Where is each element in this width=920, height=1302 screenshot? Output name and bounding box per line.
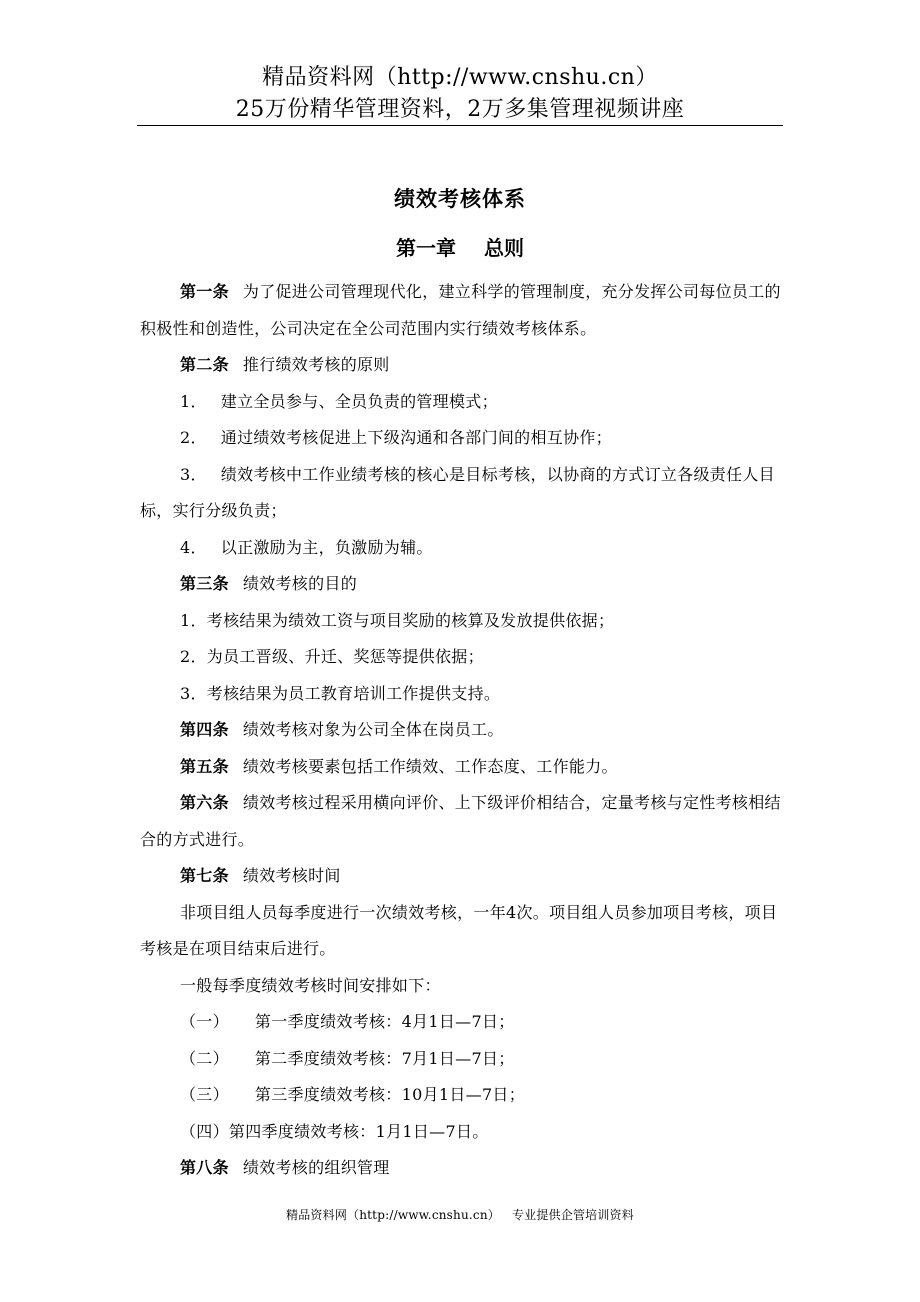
article-text: 绩效考核的目的 [242, 574, 358, 593]
article-label: 第一条 [180, 282, 229, 301]
schedule-item [140, 1041, 783, 1078]
list-item [140, 530, 783, 567]
article-label: 第三条 [180, 574, 229, 593]
list-item [140, 676, 783, 713]
list-item-text: 绩效考核中工作业绩考核的核心是目标考核，以协商的方式订立各级责任人目标，实行分级负责； [140, 464, 775, 520]
schedule-item-text: 第二季度绩效考核：7月1日—7日； [254, 1048, 515, 1068]
page-header [0, 62, 920, 126]
article-label: 第七条 [180, 866, 229, 885]
chapter-title: 总则 [484, 236, 524, 260]
article-text: 绩效考核的组织管理 [242, 1158, 390, 1177]
schedule-item-text: 第三季度绩效考核：10月1日—7日； [254, 1085, 526, 1104]
header-site-line: 精品资料网（http://www.cnshu.cn） [262, 65, 658, 90]
list-item-number: 4． [180, 537, 207, 557]
list-item-number: 3． [180, 464, 207, 484]
list-item [140, 420, 783, 457]
list-item-number: 2． [180, 428, 207, 447]
list-item [140, 603, 783, 640]
list-item-text: 考核结果为绩效工资与项目奖励的核算及发放提供依据； [206, 610, 615, 630]
schedule-item-number: （二） [180, 1048, 229, 1068]
list-item-text: 考核结果为员工教育培训工作提供支持。 [206, 683, 501, 703]
list-item-text: 为员工晋级、升迁、奖惩等提供依据； [206, 647, 484, 666]
footer-site: 精品资料网（http://www.cnshu.cn） [286, 1208, 500, 1222]
list-item-number: 2． [180, 647, 207, 666]
article-text: 绩效考核对象为公司全体在岗员工。 [242, 720, 504, 739]
article-7 [140, 858, 783, 895]
list-item-number: 1． [180, 391, 207, 411]
article-label: 第五条 [180, 756, 229, 776]
article-label: 第二条 [180, 355, 229, 374]
article-label: 第八条 [180, 1158, 229, 1177]
chapter-heading [0, 232, 920, 261]
article-3 [140, 566, 783, 603]
article-6 [140, 785, 783, 858]
header-divider [137, 125, 783, 126]
document-title: 绩效考核体系 [394, 186, 526, 211]
article-text: 推行绩效考核的原则 [242, 355, 390, 374]
list-item [140, 457, 783, 530]
schedule-item-text: 第四季度绩效考核：1月1日—7日。 [228, 1121, 489, 1141]
schedule-item [140, 1114, 783, 1151]
document-body [140, 274, 783, 1187]
article-7-schedule-intro: 一般每季度绩效考核时间安排如下： [180, 975, 441, 995]
article-text: 绩效考核过程采用横向评价、上下级评价相结合，定量考核与定性考核相结合的方式进行。 [140, 793, 781, 849]
chapter-number: 第一章 [396, 236, 456, 260]
list-item-number: 3． [180, 683, 207, 703]
schedule-item-number: （一） [180, 1012, 229, 1031]
list-item-text: 以正激励为主，负激励为辅。 [220, 537, 433, 557]
list-item-text: 通过绩效考核促进上下级沟通和各部门间的相互协作； [220, 428, 612, 447]
article-text: 绩效考核要素包括工作绩效、工作态度、工作能力。 [242, 756, 618, 776]
schedule-item [140, 1077, 783, 1114]
page-footer [0, 1206, 920, 1223]
schedule-item [140, 1004, 783, 1041]
schedule-item-number: （四） [180, 1121, 229, 1141]
header-tagline: 25万份精华管理资料，2万多集管理视频讲座 [235, 97, 685, 122]
list-item-text: 建立全员参与、全员负责的管理模式； [220, 391, 498, 411]
schedule-item-text: 第一季度绩效考核：4月1日—7日； [254, 1012, 515, 1031]
article-5 [140, 749, 783, 786]
article-text: 绩效考核时间 [242, 866, 341, 885]
article-7-paragraph: 非项目组人员每季度进行一次绩效考核，一年4次。项目组人员参加项目考核，项目考核是在项目结束后进行。 [140, 902, 778, 958]
article-label: 第四条 [180, 720, 229, 739]
article-4 [140, 712, 783, 749]
list-item-number: 1． [180, 610, 207, 630]
article-2 [140, 347, 783, 384]
schedule-item-number: （三） [180, 1085, 229, 1104]
article-label: 第六条 [180, 793, 229, 812]
footer-tagline: 专业提供企管培训资料 [511, 1208, 634, 1222]
list-item [140, 384, 783, 421]
article-1 [140, 274, 783, 347]
article-text: 为了促进公司管理现代化，建立科学的管理制度，充分发挥公司每位员工的积极性和创造性，公司决定在全公司范围内实行绩效考核体系。 [140, 282, 781, 338]
article-8 [140, 1150, 783, 1187]
list-item [140, 639, 783, 676]
